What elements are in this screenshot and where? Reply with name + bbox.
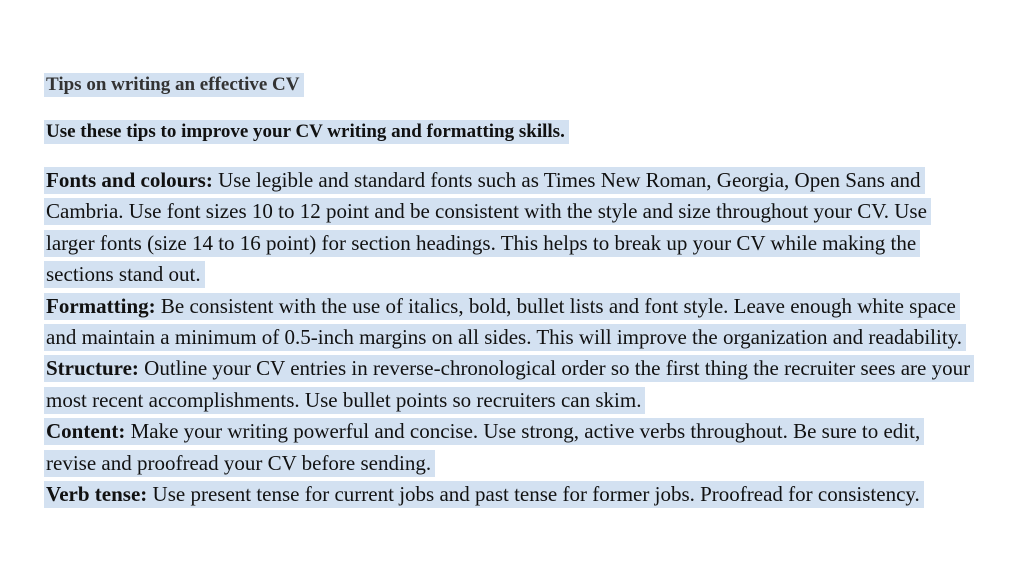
tip-fonts-and-colours — [44, 165, 974, 291]
tip-heading: Fonts and colours: — [46, 168, 213, 192]
document-title-line — [44, 73, 304, 97]
tip-structure — [44, 353, 974, 416]
tip-text: Outline your CV entries in reverse-chronological order so the first thing the recruiter sees are your most recent accomplishments. Use bullet points so recruiters can skim. — [46, 356, 971, 412]
tip-text: Use present tense for current jobs and past tense for former jobs. Proofread for consistency. — [147, 482, 920, 507]
document-title: Tips on writing an effective CV — [44, 73, 304, 97]
tip-heading: Structure: — [46, 356, 139, 381]
tip-text: Use legible and standard fonts such as Times New Roman, Georgia, Open Sans and Cambria. Use font sizes 10 to 12 point and be consistent with the style and size throughout your CV. Use larger fonts (size 14 to 16 point) for section headings. This helps to break up your CV while making the sections stand out. — [46, 168, 927, 287]
tip-heading: Content: — [46, 419, 126, 444]
tip-text: Be consistent with the use of italics, bold, bullet lists and font style. Leave enough white space and maintain a minimum of 0.5-inch margins on all sides. This will improve the organization and readability. — [46, 293, 963, 350]
tip-verb-tense — [44, 479, 974, 510]
tip-content — [44, 416, 974, 479]
document-subtitle: Use these tips to improve your CV writing and formatting skills. — [44, 120, 569, 144]
tip-text: Make your writing powerful and concise. Use strong, active verbs throughout. Be sure to edit, revise and proofread your CV before sending. — [46, 419, 921, 475]
document-subtitle-line — [44, 120, 569, 144]
tip-heading: Verb tense: — [46, 482, 148, 507]
tip-formatting — [44, 291, 974, 354]
tips-body — [44, 165, 974, 510]
tip-heading: Formatting: — [46, 293, 156, 318]
